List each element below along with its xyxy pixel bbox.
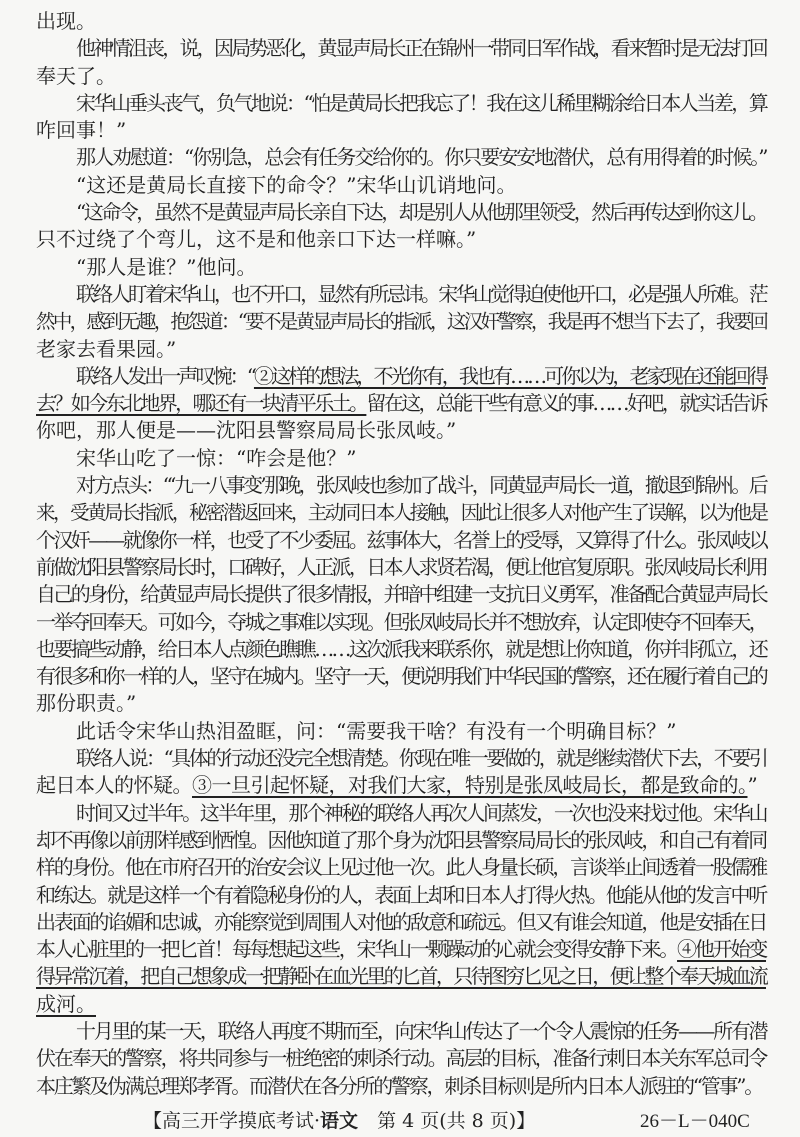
text-line bbox=[36, 609, 766, 636]
exam-title bbox=[143, 1106, 535, 1133]
text-line bbox=[36, 226, 766, 253]
text-line bbox=[36, 363, 766, 390]
text-line bbox=[36, 390, 766, 417]
text-line bbox=[36, 90, 766, 117]
text-line bbox=[36, 854, 766, 881]
text-line bbox=[36, 63, 766, 90]
text-segment: 十月里的某一天，联络人再度不期而至，向宋华山传达了一个令人震惊的任务——所有潜 bbox=[76, 1018, 766, 1043]
text-line bbox=[36, 172, 766, 199]
underlined-sentence: ②这样的想法，不光你有，我也有……可你以为，老家现在还能回得 bbox=[253, 363, 766, 388]
text-segment: 你吧，那人便是——沈阳县警察局局长张凤岐。” bbox=[36, 418, 457, 443]
text-segment: 对方点头：“‘九一八事变’那晚，张凤岐也参加了战斗，同黄显声局长一道，撤退到锦州。后 bbox=[76, 473, 766, 498]
text-segment: 宋华山垂头丧气，负气地说：“怕是黄局长把我忘了！我在这儿稀里糊涂给日本人当差，算 bbox=[76, 90, 767, 115]
text-segment: 咋回事！” bbox=[36, 118, 127, 143]
text-segment: 老家去看果园。” bbox=[36, 336, 177, 361]
text-line bbox=[36, 554, 766, 581]
text-line bbox=[36, 1018, 766, 1045]
text-segment: “这还是黄局长直接下的命令？”宋华山讥诮地问。 bbox=[76, 172, 517, 197]
text-line bbox=[36, 472, 766, 499]
text-segment: 出表面的谄媚和忠诚，亦能察觉到周围人对他的敌意和疏远。但又有谁会知道，他是安插在日 bbox=[36, 909, 766, 934]
text-line bbox=[36, 882, 766, 909]
text-line bbox=[36, 308, 766, 335]
text-line bbox=[36, 499, 766, 526]
text-line bbox=[36, 991, 766, 1018]
text-segment: 自己的身份，给黄显声局长提供了很多情报，并暗中组建一支抗日义勇军，准备配合黄显声局长 bbox=[36, 582, 766, 607]
text-line bbox=[36, 1073, 766, 1100]
text-line bbox=[36, 690, 766, 717]
text-line bbox=[36, 527, 766, 554]
text-segment: 只不过绕了个弯儿，这不是和他亲口下达一样嘛。” bbox=[36, 227, 477, 252]
text-segment: 那人劝慰道：“你别急，总会有任务交给你的。你只要安安地潜伏，总有用得着的时候。” bbox=[76, 145, 767, 170]
article-body bbox=[36, 8, 766, 1100]
text-line bbox=[36, 909, 766, 936]
text-line bbox=[36, 117, 766, 144]
text-segment: 他神情沮丧，说，因局势恶化，黄显声局长正在锦州一带同日军作战，看来暂时是无法打回 bbox=[76, 36, 766, 61]
text-line bbox=[36, 581, 766, 608]
text-segment: 个汉奸——就像你一样，也受了不少委屈。兹事体大，名誉上的受辱，又算得了什么。张凤岐以 bbox=[36, 527, 766, 552]
text-segment: 宋华山吃了一惊：“咋会是他？” bbox=[76, 445, 357, 470]
subject: 语文 bbox=[320, 1110, 359, 1132]
text-segment: 前做沈阳县警察局长时，口碑好，人正派，日本人求贤若渴，便让他官复原职。张凤岐局长利用 bbox=[36, 554, 766, 579]
text-segment: 此话令宋华山热泪盈眶，问：“需要我干啥？有没有一个明确目标？” bbox=[76, 718, 677, 743]
text-line bbox=[36, 254, 766, 281]
text-segment: 出现。 bbox=[36, 9, 96, 33]
text-line bbox=[36, 417, 766, 444]
text-segment: 有很多和你一样的人，坚守在城内。坚守一天，便说明我们中华民国的警察，还在履行着自己的 bbox=[36, 664, 766, 689]
text-line bbox=[36, 35, 766, 62]
text-segment: 却不再像以前那样感到恓惶。因他知道了那个身为沈阳县警察局局长的张凤岐，和自己有着同 bbox=[36, 827, 766, 852]
underlined-sentence: 成河。 bbox=[36, 991, 96, 1016]
text-line bbox=[36, 281, 766, 308]
underlined-sentence: ④他开始变 bbox=[677, 937, 767, 962]
text-segment: 留在这，总能干些有意义的事……好吧，就实话告诉 bbox=[366, 391, 767, 416]
text-line bbox=[36, 827, 766, 854]
text-line bbox=[36, 745, 766, 772]
text-line bbox=[36, 772, 766, 799]
text-segment: 一举夺回奉天。可如今，夺城之事难以实现。但张凤岐局长并不想放弃，认定即使夺不回奉天， bbox=[36, 609, 766, 634]
text-segment: 然中，感到无趣，抱怨道：“要不是黄显声局长的指派，这汉奸警察，我是再不想当下去了，我要回 bbox=[36, 310, 766, 334]
text-line bbox=[36, 445, 766, 472]
text-segment: 时间又过半年。这半年里，那个神秘的联络人再次人间蒸发，一次也没来找过他。宋华山 bbox=[76, 800, 766, 825]
text-segment: 和练达。就是这样一个有着隐秘身份的人，表面上却和日本人打得火热。他能从他的发言中听 bbox=[36, 882, 766, 907]
text-line bbox=[36, 663, 766, 690]
text-line bbox=[36, 936, 766, 963]
exam-code: 26－L－040C bbox=[640, 1111, 750, 1132]
text-segment: ” bbox=[747, 773, 758, 798]
text-segment: 联络人说：“具体的行动还没完全想清楚。你现在唯一要做的，就是继续潜伏下去，不要引 bbox=[76, 746, 767, 771]
text-segment: “那人是谁？”他问。 bbox=[76, 254, 257, 279]
underlined-sentence: 去？如今东北地界，哪还有一块清平乐土。 bbox=[36, 391, 367, 416]
text-line bbox=[36, 718, 766, 745]
text-line bbox=[36, 8, 766, 35]
text-line bbox=[36, 963, 766, 990]
text-segment: 本人心脏里的一把匕首！每每想起这些，宋华山一颗躁动的心就会变得安静下来。 bbox=[36, 937, 678, 962]
text-line bbox=[36, 800, 766, 827]
text-line bbox=[36, 199, 766, 226]
text-line bbox=[36, 636, 766, 663]
text-segment: 起日本人的怀疑。 bbox=[36, 773, 192, 798]
page-footer bbox=[0, 1106, 800, 1132]
text-segment: 奉天了。 bbox=[36, 63, 116, 88]
exam-name: 【高三开学摸底考试· bbox=[143, 1110, 321, 1132]
text-line bbox=[36, 336, 766, 363]
underlined-sentence: 得异常沉着，把自己想象成一把静卧在血光里的匕首，只待图穷匕见之日，便让整个奉天城血流 bbox=[36, 964, 766, 989]
text-line bbox=[36, 144, 766, 171]
page-number: 第 4 页(共 8 页)】 bbox=[358, 1110, 536, 1132]
text-segment: 联络人盯着宋华山，也不开口，显然有所忌讳。宋华山觉得迫使他开口，必是强人所难。茫 bbox=[76, 281, 766, 306]
text-segment: “这命令，虽然不是黄显声局长亲自下达，却是别人从他那里领受，然后再传达到你这儿。 bbox=[76, 200, 767, 225]
text-segment: 伏在奉天的警察，将共同参与一桩绝密的刺杀行动。高层的目标，准备行刺日本关东军总司令 bbox=[36, 1046, 766, 1071]
text-segment: 也要搞些动静，给日本人点颜色瞧瞧……这次派我来联系你，就是想让你知道，你并非孤立，还 bbox=[36, 636, 766, 661]
text-segment: 本庄繁及伪满总理郑孝胥。而潜伏在各分所的警察，刺杀目标则是所内日本人派驻的“管事”。 bbox=[36, 1073, 762, 1098]
underlined-sentence: ③一旦引起怀疑，对我们大家，特别是张凤岐局长，都是致命的。 bbox=[192, 773, 748, 798]
text-segment: 来，受黄局长指派，秘密潜返回来，主动同日本人接触，因此让很多人对他产生了误解，以为他是 bbox=[36, 501, 766, 525]
text-segment: 样的身份。他在市府召开的治安会议上见过他一次。此人身量长硕，言谈举止间透着一股儒雅 bbox=[36, 855, 766, 880]
text-segment: 那份职责。” bbox=[36, 691, 137, 716]
text-line bbox=[36, 1045, 766, 1072]
text-segment: 联络人发出一声叹惋：“ bbox=[76, 363, 254, 388]
